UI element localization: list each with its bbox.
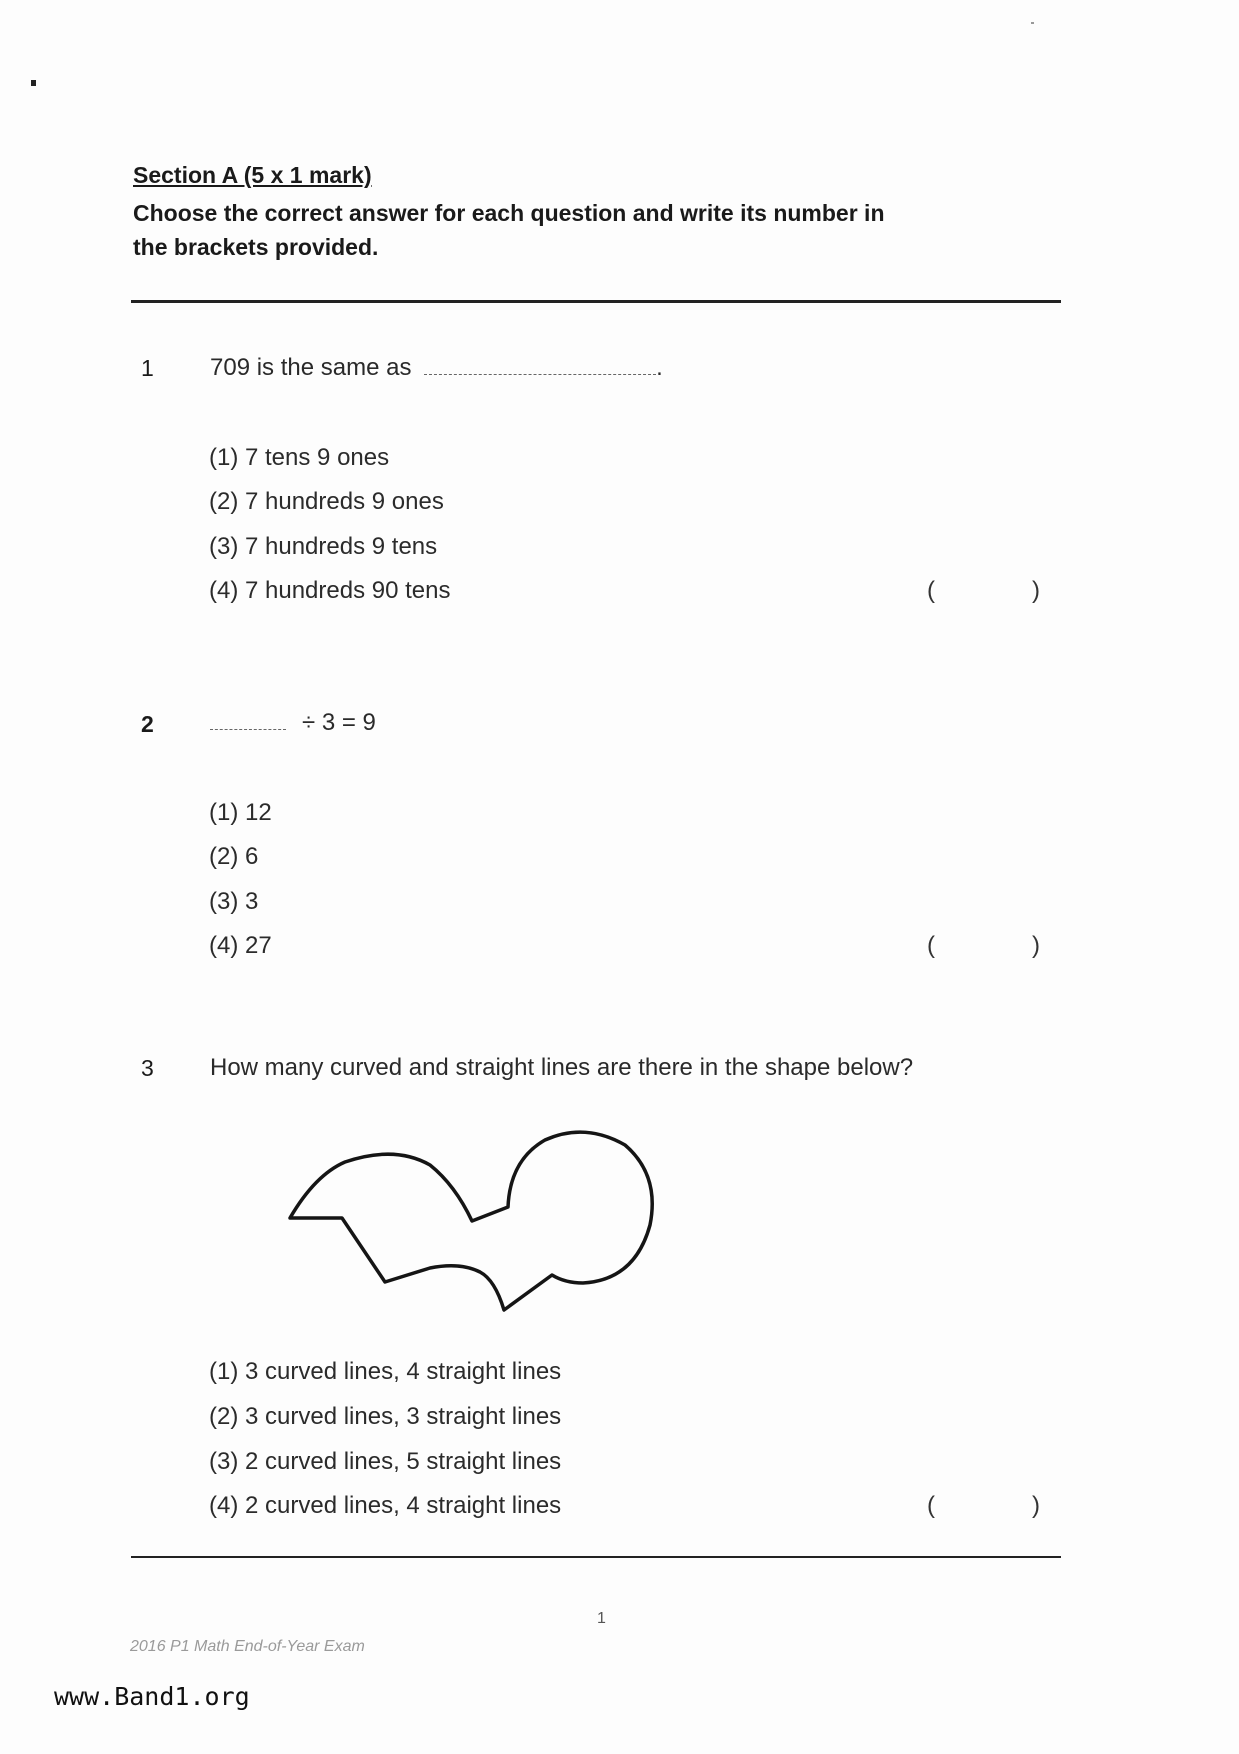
- option: (3) 3: [209, 888, 259, 915]
- section-title: Section A (5 x 1 mark): [133, 162, 372, 188]
- period: .: [656, 354, 663, 381]
- question-number: 2: [141, 711, 154, 737]
- answer-bracket-open[interactable]: (: [927, 932, 935, 959]
- divider-bottom: [131, 1556, 1061, 1558]
- watermark-url: www.Band1.org: [54, 1682, 250, 1711]
- option: (1) 7 tens 9 ones: [209, 444, 390, 471]
- footer-text: 2016 P1 Math End-of-Year Exam: [130, 1638, 365, 1655]
- question-number: 3: [141, 1055, 154, 1081]
- option: (3) 2 curved lines, 5 straight lines: [209, 1448, 562, 1475]
- option: (2) 6: [209, 843, 259, 870]
- question-number: 1: [141, 355, 154, 381]
- option: (4) 7 hundreds 90 tens: [209, 577, 451, 604]
- curved-straight-shape: [290, 1132, 652, 1310]
- answer-bracket-close[interactable]: ): [1032, 932, 1040, 959]
- question-text: 709 is the same as: [210, 354, 412, 381]
- page-number: 1: [597, 1610, 606, 1627]
- instructions-cont: the brackets provided.: [133, 234, 379, 260]
- option: (4) 27: [209, 932, 272, 959]
- question-text: ÷ 3 = 9: [302, 709, 376, 736]
- option: (1) 3 curved lines, 4 straight lines: [209, 1358, 562, 1385]
- option: (3) 7 hundreds 9 tens: [209, 533, 438, 560]
- answer-bracket-open[interactable]: (: [927, 577, 935, 604]
- answer-bracket-close[interactable]: ): [1032, 1492, 1040, 1519]
- instructions: Choose the correct answer for each question and write its number in: [133, 200, 885, 226]
- option: (2) 3 curved lines, 3 straight lines: [209, 1403, 562, 1430]
- answer-bracket-close[interactable]: ): [1032, 577, 1040, 604]
- option: (2) 7 hundreds 9 ones: [209, 488, 444, 515]
- option: (1) 12: [209, 799, 272, 826]
- option: (4) 2 curved lines, 4 straight lines: [209, 1492, 562, 1519]
- answer-bracket-open[interactable]: (: [927, 1492, 935, 1519]
- question-text: How many curved and straight lines are there in the shape below?: [210, 1054, 914, 1081]
